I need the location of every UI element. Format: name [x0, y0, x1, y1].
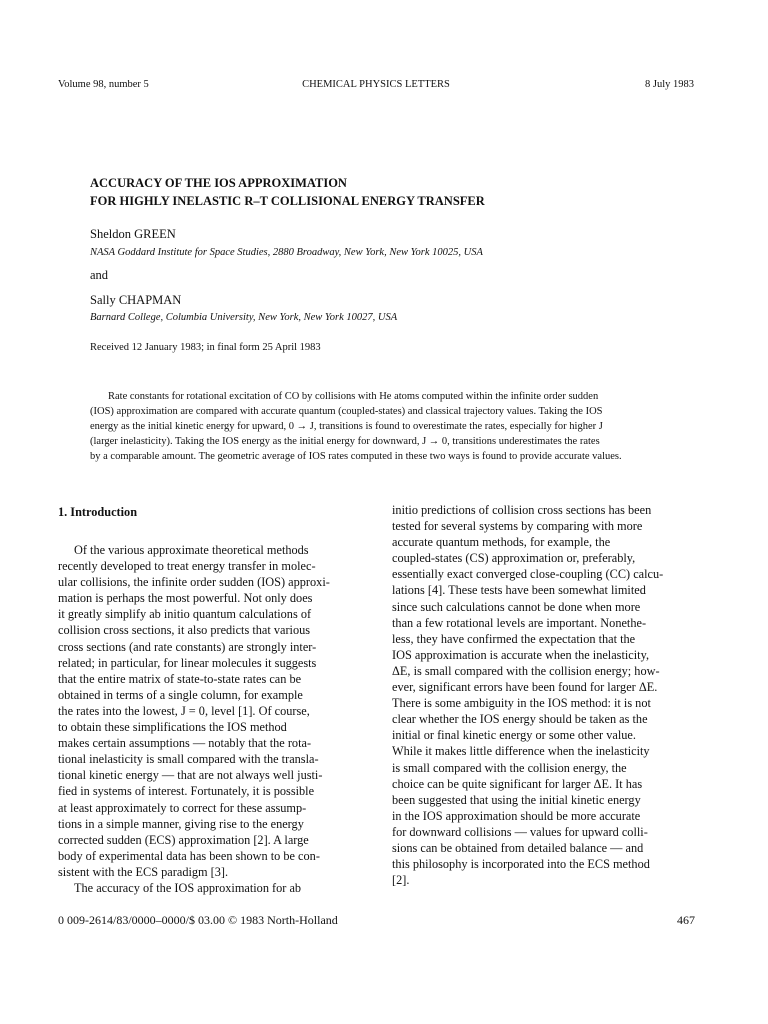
body-text-line: cross sections (and rate constants) are strongly inter-: [58, 639, 317, 654]
body-text-line: mation is perhaps the most powerful. Not only does: [58, 591, 313, 606]
body-text-line: ΔE, is small compared with the collision energy; how-: [392, 663, 660, 678]
author-separator: and: [90, 268, 109, 282]
body-text-line: The accuracy of the IOS approximation for ab: [74, 880, 302, 895]
body-text-line: collision cross sections, it also predicts that various: [58, 623, 311, 638]
body-text-line: ever, significant errors have been found for larger ΔE.: [392, 680, 658, 695]
body-text-line: is small compared with the collision energy, the: [392, 760, 627, 775]
body-text-line: related; in particular, for linear molecules it suggests: [58, 655, 317, 670]
body-text-line: been suggested that using the initial kinetic energy: [392, 792, 641, 807]
title-line-2: FOR HIGHLY INELASTIC R–T COLLISIONAL ENERGY TRANSFER: [90, 194, 485, 208]
body-text-line: IOS approximation is accurate when the inelasticity,: [392, 647, 650, 662]
body-text-line: initial or final kinetic energy or some other value.: [392, 728, 636, 743]
body-text-line: Of the various approximate theoretical methods: [74, 543, 309, 557]
body-text-line: fied in systems of interest. Fortunately, it is possible: [58, 784, 315, 799]
body-text-line: corrected sudden (ECS) approximation [2]. A large: [58, 832, 309, 847]
body-text-line: the rates into the lowest, J = 0, level [1]. Of course,: [58, 703, 310, 718]
running-header: [58, 79, 694, 95]
author-name-1: Sheldon GREEN: [90, 227, 176, 241]
body-text-line: lations [4]. These tests have been somewhat limited: [392, 583, 646, 598]
copyright-code: 0 009-2614/83/0000–0000/$ 03.00 © 1983 North-Holland: [58, 913, 338, 927]
abstract-line: Rate constants for rotational excitation of CO by collisions with He atoms computed within the infinite order sudden: [108, 391, 599, 402]
body-text-line: [2].: [392, 873, 410, 888]
body-text-line: While it makes little difference when the inelasticity: [392, 744, 650, 759]
body-text-line: for downward collisions — values for upward colli-: [392, 824, 648, 839]
abstract-line: by a comparable amount. The geometric average of IOS rates computed in these two ways is found to provide accurate values.: [90, 451, 622, 462]
body-text-line: tions in a simple manner, giving rise to the energy: [58, 816, 304, 831]
title-line-1: ACCURACY OF THE IOS APPROXIMATION: [90, 176, 347, 190]
abstract-line: energy as the initial kinetic energy for upward, 0 → J, transitions is found to overestimate the rates, especially for higher J: [90, 421, 603, 432]
body-text-line: this philosophy is incorporated into the ECS method: [392, 857, 650, 872]
body-text-line: clear whether the IOS energy should be taken as the: [392, 712, 648, 727]
body-text-line: accurate quantum methods, for example, the: [392, 535, 611, 550]
body-text-line: makes certain assumptions — notably that the rota-: [58, 736, 312, 751]
section-heading: 1. Introduction: [58, 505, 138, 519]
volume-number: Volume 98, number 5: [58, 79, 149, 90]
author-affiliation-1: NASA Goddard Institute for Space Studies, 2880 Broadway, New York, New York 10025, USA: [90, 247, 483, 258]
body-text-line: since such calculations cannot be done when more: [392, 599, 641, 614]
body-text-line: obtained in terms of a single column, for example: [58, 687, 303, 702]
body-text-line: choice can be quite significant for larger ΔE. It has: [392, 776, 643, 791]
issue-date: 8 July 1983: [644, 79, 694, 90]
body-text-line: coupled-states (CS) approximation or, preferably,: [392, 551, 636, 566]
body-text-line: recently developed to treat energy transfer in molec-: [58, 559, 316, 574]
body-text-line: initio predictions of collision cross sections has been: [392, 503, 652, 517]
body-text-line: that the entire matrix of state-to-state rates can be: [58, 671, 302, 686]
page-number: 467: [677, 913, 695, 927]
author-affiliation-2: Barnard College, Columbia University, New York, New York 10027, USA: [90, 312, 398, 323]
body-text-line: There is some ambiguity in the IOS method: it is not: [392, 696, 651, 711]
article-title: [90, 174, 485, 210]
body-text-line: less, they have confirmed the expectation that the: [392, 631, 636, 646]
body-text-line: sistent with the ECS paradigm [3].: [58, 864, 229, 879]
journal-name: CHEMICAL PHYSICS LETTERS: [302, 79, 450, 90]
abstract-line: (IOS) approximation are compared with accurate quantum (coupled-states) and classical trajectory values. Taking the IOS: [90, 406, 603, 417]
body-text-line: ular collisions, the infinite order sudden (IOS) approxi-: [58, 575, 330, 590]
body-text-line: than a few rotational levels are important. Nonethe-: [392, 615, 647, 630]
body-text-line: tional inelasticity is small compared with the transla-: [58, 752, 319, 767]
body-text-line: tested for several systems by comparing with more: [392, 519, 643, 534]
body-text-line: in the IOS approximation should be more accurate: [392, 808, 641, 823]
body-text-line: at least approximately to correct for these assump-: [58, 800, 307, 815]
body-text-line: sions can be obtained from detailed balance — and: [392, 840, 644, 855]
body-column-right: [392, 502, 704, 888]
abstract: [90, 389, 708, 464]
body-text-line: body of experimental data has been shown to be con-: [58, 848, 320, 863]
body-text-line: tional kinetic energy — that are not always well justi-: [58, 768, 323, 783]
body-column-left: [58, 542, 368, 896]
author-name-2: Sally CHAPMAN: [90, 293, 182, 307]
body-text-line: to obtain these simplifications the IOS method: [58, 720, 287, 735]
body-text-line: essentially exact converged close-coupling (CC) calcu-: [392, 567, 664, 582]
abstract-line: (larger inelasticity). Taking the IOS energy as the initial energy for downward, J → 0, transitions underestimates the rates: [90, 436, 600, 447]
body-text-line: it greatly simplify ab initio quantum calculations of: [58, 607, 312, 622]
received-dates: Received 12 January 1983; in final form 25 April 1983: [90, 342, 321, 353]
